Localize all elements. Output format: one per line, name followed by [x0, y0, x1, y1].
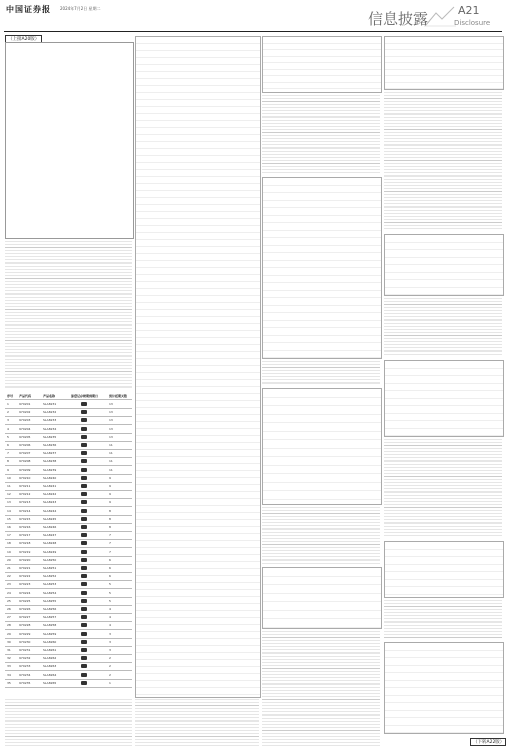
seal-table-cell: 13 — [7, 500, 11, 505]
seal-table-cell: SLA8235 — [43, 434, 57, 439]
decorative-slash-icon — [424, 5, 456, 27]
seal-table-cell: 10 — [7, 475, 11, 480]
seal-table-cell: SLA8238 — [43, 459, 57, 464]
seal-table-cell: 970218 — [19, 541, 31, 546]
seal-table-cell: 9 — [109, 492, 111, 497]
seal-table-cell: 970202 — [19, 410, 31, 415]
seal-table-cell: SLA8255 — [43, 598, 57, 603]
seal-table-header: 原登记存续期到期日 — [71, 394, 99, 398]
stamp-mark-icon — [81, 591, 87, 595]
seal-table-cell: 970206 — [19, 443, 31, 447]
seal-table-cell: 15 — [7, 516, 11, 521]
seal-table-cell: 2 — [7, 410, 9, 415]
seal-table-cell: 970225 — [19, 598, 31, 603]
seal-table-cell: SLA8251 — [43, 566, 57, 570]
stamp-mark-icon — [81, 459, 87, 463]
stamp-mark-icon — [81, 517, 87, 521]
seal-table-cell: SLA8247 — [43, 533, 57, 538]
seal-table-cell: SLA8261 — [43, 648, 57, 652]
seal-table-cell: SLA8258 — [43, 623, 57, 628]
seal-table-cell: SLA8236 — [43, 443, 57, 447]
stamp-mark-icon — [81, 509, 87, 513]
seal-table-cell: 970227 — [19, 615, 31, 620]
seal-table-cell: 970209 — [19, 467, 31, 472]
seal-table-cell: 13 — [109, 434, 113, 439]
issue-date: 2024年7月2日 星期二 — [60, 6, 101, 11]
seal-table-cell: 970201 — [19, 402, 31, 406]
seal-table-cell: SLA8256 — [43, 607, 57, 611]
seal-table-cell: SLA8263 — [43, 664, 57, 669]
col3-body-text-3 — [262, 506, 380, 564]
seal-table-cell: 9 — [109, 484, 111, 488]
seal-table-cell: 970208 — [19, 459, 31, 464]
seal-table-cell: SLA8260 — [43, 639, 57, 644]
col3-body-text — [262, 94, 380, 174]
seal-table-cell: 970214 — [19, 508, 31, 513]
seal-table-cell: 8 — [7, 459, 9, 464]
seal-table-cell: 16 — [7, 525, 11, 529]
seal-table-cell: 3 — [109, 631, 111, 636]
seal-table-cell: 970217 — [19, 533, 31, 538]
seal-table-cell: 11 — [109, 451, 113, 456]
seal-table-cell: 5 — [109, 582, 111, 587]
seal-table-cell: 970210 — [19, 475, 31, 480]
seal-table-cell: 30 — [7, 639, 11, 644]
seal-table-cell: 7 — [109, 541, 111, 546]
seal-table-cell: 970229 — [19, 631, 31, 636]
continued-from-label: （上接A20版） — [5, 35, 42, 43]
seal-table-cell: SLA8253 — [43, 582, 57, 587]
col4-body-text-4 — [384, 599, 502, 639]
stamp-mark-icon — [81, 550, 87, 554]
seal-table-cell: 3 — [109, 639, 111, 644]
seal-table-cell: SLA8249 — [43, 549, 57, 554]
seal-table-cell: 22 — [7, 574, 11, 579]
col4-mid-table — [384, 234, 504, 296]
seal-table-cell: 14 — [7, 508, 11, 513]
seal-table-cell: 4 — [109, 615, 111, 620]
product-list-table — [135, 36, 261, 698]
header-rule — [4, 31, 502, 32]
seal-table-cell: 33 — [7, 664, 11, 669]
stamp-mark-icon — [81, 468, 87, 472]
seal-table-cell: 3 — [7, 418, 9, 423]
seal-table-cell: SLA8262 — [43, 656, 57, 661]
stamp-mark-icon — [81, 443, 87, 447]
seal-table-cell: 27 — [7, 615, 11, 620]
seal-table-cell: 970215 — [19, 516, 31, 521]
seal-table-cell: 4 — [109, 623, 111, 628]
seal-table-cell: 970203 — [19, 418, 31, 423]
seal-table-cell: 31 — [7, 648, 11, 652]
seal-table-cell: 7 — [109, 549, 111, 554]
seal-table-cell: 11 — [109, 467, 113, 472]
stamp-mark-icon — [81, 410, 87, 414]
seal-table-cell: 8 — [109, 525, 111, 529]
section-title: 信息披露 — [368, 10, 429, 28]
page-number: A21 — [458, 4, 480, 17]
seal-table-cell: SLA8231 — [43, 402, 57, 406]
seal-table-cell: SLA8243 — [43, 500, 57, 505]
top-left-table — [5, 42, 134, 239]
seal-table-header: 预计延期天数 — [109, 394, 128, 398]
stamp-mark-icon — [81, 623, 87, 627]
seal-table-cell: 12 — [7, 492, 11, 497]
seal-table-cell: 970223 — [19, 582, 31, 587]
seal-table-cell: 25 — [7, 598, 11, 603]
stamp-mark-icon — [81, 656, 87, 660]
stamp-mark-icon — [81, 435, 87, 439]
newspaper-logo: 中国证券报 — [6, 4, 51, 14]
seal-table-cell: 11 — [7, 484, 11, 488]
seal-table-cell: SLA8264 — [43, 672, 57, 677]
seal-table-cell: SLA8250 — [43, 557, 57, 562]
seal-table-cell: 970216 — [19, 525, 31, 529]
seal-table-cell: 20 — [7, 557, 11, 562]
seal-table-cell: 1 — [7, 402, 9, 406]
seal-table-cell: 6 — [109, 566, 111, 570]
seal-table-cell: 9 — [109, 500, 111, 505]
seal-table — [5, 392, 132, 692]
seal-table-cell: 970230 — [19, 639, 31, 644]
stamp-mark-icon — [81, 476, 87, 480]
seal-table-cell: 5 — [109, 598, 111, 603]
seal-table-cell: SLA8265 — [43, 680, 57, 685]
col4-top-table — [384, 36, 504, 90]
col4-table-5 — [384, 642, 504, 734]
seal-table-cell: 970234 — [19, 672, 31, 677]
seal-table-cell: 7 — [109, 533, 111, 538]
col3-body-text-2 — [262, 360, 380, 385]
stamp-mark-icon — [81, 640, 87, 644]
seal-table-cell: 5 — [109, 590, 111, 595]
seal-table-cell: SLA8254 — [43, 590, 57, 595]
seal-table-cell: 2 — [109, 664, 111, 669]
col3-body-text-4 — [262, 630, 380, 746]
col3-top-table — [262, 36, 382, 93]
seal-table-cell: 13 — [109, 402, 113, 406]
seal-table-cell: 11 — [109, 459, 113, 464]
body-text-block-bottom — [5, 698, 132, 746]
seal-table-cell: 3 — [109, 648, 111, 652]
seal-table-cell: 34 — [7, 672, 11, 677]
seal-table-cell: 970213 — [19, 500, 31, 505]
seal-table-cell: 28 — [7, 623, 11, 628]
seal-table-cell: 970232 — [19, 656, 31, 661]
stamp-mark-icon — [81, 582, 87, 586]
seal-table-cell: 21 — [7, 566, 11, 570]
seal-table-cell: 8 — [109, 516, 111, 521]
seal-table-cell: 18 — [7, 541, 11, 546]
stamp-mark-icon — [81, 607, 87, 611]
seal-table-cell: SLA8259 — [43, 631, 57, 636]
col4-body-text — [384, 91, 502, 231]
seal-table-cell: 7 — [7, 451, 9, 456]
seal-table-cell: 970221 — [19, 566, 31, 570]
continued-to-label: （下转A22版） — [470, 738, 506, 746]
section-title-en: Disclosure — [454, 19, 491, 27]
seal-table-cell: 1 — [109, 680, 111, 685]
seal-table-cell: 970235 — [19, 680, 31, 685]
seal-table-cell: 970228 — [19, 623, 31, 628]
seal-table-cell: SLA8257 — [43, 615, 57, 620]
stamp-mark-icon — [81, 533, 87, 537]
seal-table-cell: 11 — [109, 443, 113, 447]
seal-table-cell: 5 — [7, 434, 9, 439]
seal-table-cell: 970222 — [19, 574, 31, 579]
seal-table-cell: SLA8252 — [43, 574, 57, 579]
seal-table-cell: 13 — [109, 426, 113, 431]
seal-table-cell: 4 — [7, 426, 9, 431]
stamp-mark-icon — [81, 418, 87, 422]
seal-table-cell: 2 — [109, 656, 111, 661]
stamp-mark-icon — [81, 664, 87, 668]
stamp-mark-icon — [81, 632, 87, 636]
seal-table-cell: SLA8245 — [43, 516, 57, 521]
col4-table-3 — [384, 360, 504, 437]
col3-financial-table — [262, 177, 382, 359]
seal-table-cell: SLA8248 — [43, 541, 57, 546]
seal-table-header: 序号 — [7, 394, 14, 398]
stamp-mark-icon — [81, 500, 87, 504]
seal-table-cell: 6 — [7, 443, 9, 447]
seal-table-cell: 970219 — [19, 549, 31, 554]
stamp-mark-icon — [81, 574, 87, 578]
stamp-mark-icon — [81, 402, 87, 406]
seal-table-cell: SLA8241 — [43, 484, 57, 488]
seal-table-cell: 970205 — [19, 434, 31, 439]
stamp-mark-icon — [81, 615, 87, 619]
seal-table-cell: 8 — [109, 508, 111, 513]
seal-table-cell: 6 — [109, 574, 111, 579]
seal-table-cell: 970207 — [19, 451, 31, 456]
seal-table-cell: 32 — [7, 656, 11, 661]
seal-table-cell: 29 — [7, 631, 11, 636]
seal-table-cell: 13 — [109, 410, 113, 415]
seal-table-cell: SLA8246 — [43, 525, 57, 529]
seal-table-cell: SLA8237 — [43, 451, 57, 456]
stamp-mark-icon — [81, 558, 87, 562]
stamp-mark-icon — [81, 484, 87, 488]
col4-body-text-3 — [384, 438, 502, 538]
col4-table-4 — [384, 541, 504, 598]
seal-table-cell: 970224 — [19, 590, 31, 595]
seal-table-cell: 970204 — [19, 426, 31, 431]
stamp-mark-icon — [81, 681, 87, 685]
seal-table-cell: SLA8244 — [43, 508, 57, 513]
seal-table-cell: SLA8233 — [43, 418, 57, 423]
seal-table-cell: 23 — [7, 582, 11, 587]
seal-table-cell: 970212 — [19, 492, 31, 497]
stamp-mark-icon — [81, 566, 87, 570]
seal-table-cell: 13 — [109, 418, 113, 423]
stamp-mark-icon — [81, 599, 87, 603]
seal-table-cell: 970231 — [19, 648, 31, 652]
col2-body-text — [135, 698, 259, 746]
stamp-mark-icon — [81, 541, 87, 545]
col3-mid-table — [262, 388, 382, 505]
seal-table-cell: 19 — [7, 549, 11, 554]
seal-table-header: 产品名称 — [43, 394, 56, 398]
body-text-block — [5, 240, 132, 388]
stamp-mark-icon — [81, 525, 87, 529]
seal-table-cell: SLA8234 — [43, 426, 57, 431]
seal-table-cell: 9 — [109, 475, 111, 480]
seal-table-cell: 17 — [7, 533, 11, 538]
seal-table-cell: 35 — [7, 680, 11, 685]
seal-table-header: 产品代码 — [19, 394, 32, 398]
seal-table-cell: SLA8239 — [43, 467, 57, 472]
seal-table-cell: 970211 — [19, 484, 31, 488]
seal-table-cell: 4 — [109, 607, 111, 611]
col3-bottom-table — [262, 567, 382, 629]
stamp-mark-icon — [81, 673, 87, 677]
stamp-mark-icon — [81, 451, 87, 455]
seal-table-cell: 24 — [7, 590, 11, 595]
seal-table-cell: SLA8232 — [43, 410, 57, 415]
seal-table-cell: 2 — [109, 672, 111, 677]
seal-table-cell: SLA8242 — [43, 492, 57, 497]
seal-table-cell: 970226 — [19, 607, 31, 611]
col4-body-text-2 — [384, 297, 502, 357]
masthead — [0, 0, 506, 32]
seal-table-cell: 970233 — [19, 664, 31, 669]
seal-table-cell: SLA8240 — [43, 475, 57, 480]
stamp-mark-icon — [81, 492, 87, 496]
seal-table-cell: 26 — [7, 607, 11, 611]
stamp-mark-icon — [81, 427, 87, 431]
stamp-mark-icon — [81, 648, 87, 652]
seal-table-cell: 970220 — [19, 557, 31, 562]
seal-table-cell: 6 — [109, 557, 111, 562]
seal-table-cell: 9 — [7, 467, 9, 472]
